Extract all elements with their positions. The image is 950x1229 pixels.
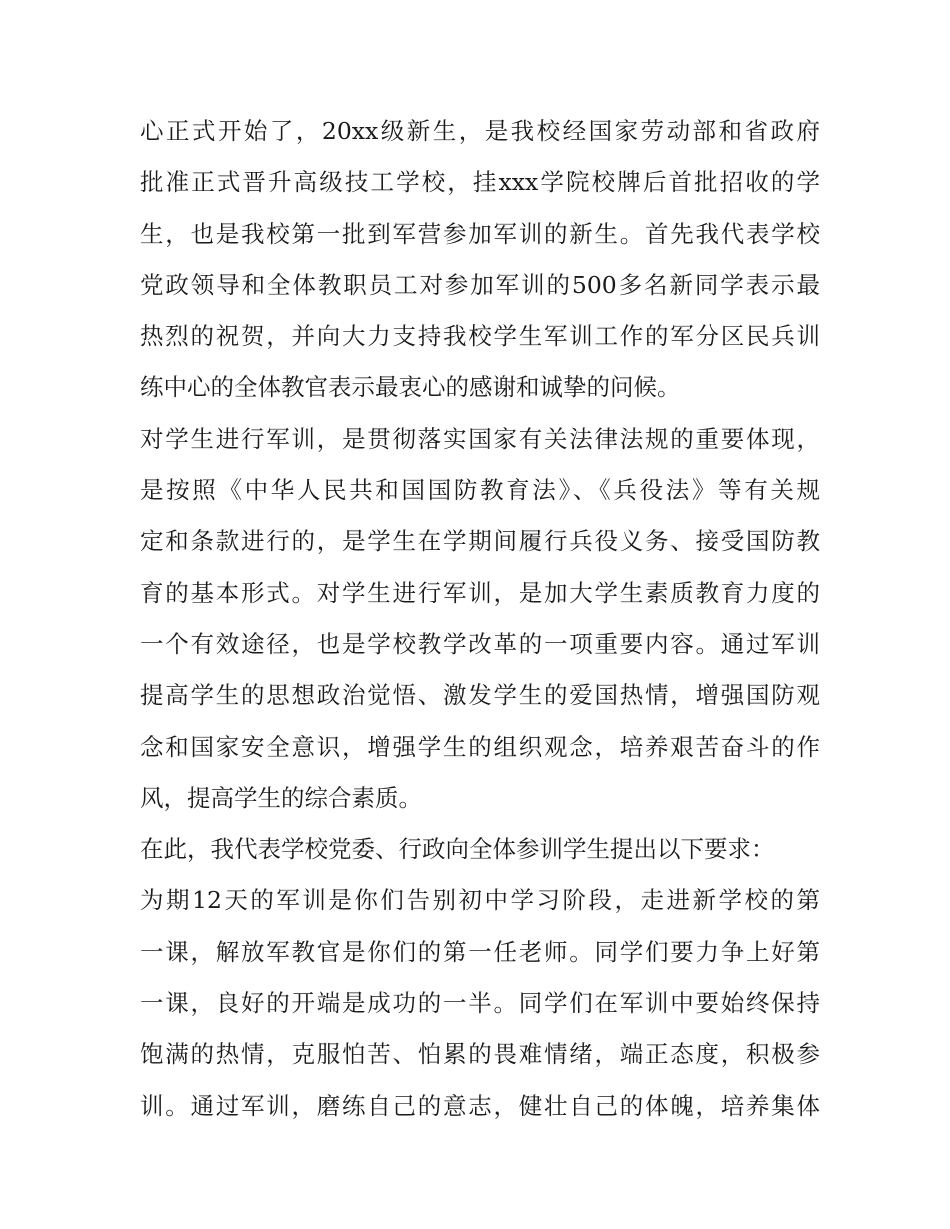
- text-line: 为期12天的军训是你们告别初中学习阶段，走进新学校的第: [140, 886, 820, 915]
- text-line: 热烈的祝贺，并向大力支持我校学生军训工作的军分区民兵训: [140, 322, 820, 351]
- text-line: 心正式开始了，20xx级新生，是我校经国家劳动部和省政府: [140, 117, 820, 145]
- text-line: 在此，我代表学校党委、行政向全体参训学生提出以下要求：: [140, 835, 775, 864]
- paragraph-4: [140, 875, 820, 1131]
- text-line: 提高学生的思想政治觉悟、激发学生的爱国热情，增强国防观: [140, 681, 820, 710]
- paragraph-2: [140, 414, 820, 824]
- text-line: 训。通过军训，磨练自己的意志，健壮自己的体魄，培养集体: [140, 1091, 820, 1120]
- text-line: 饱满的热情，克服怕苦、怕累的畏难情绪，端正态度，积极参: [140, 1040, 820, 1069]
- text-line: 党政领导和全体教职员工对参加军训的500多名新同学表示最: [140, 270, 820, 299]
- text-line: 风，提高学生的综合素质。: [140, 783, 422, 812]
- paragraph-1: [140, 106, 820, 414]
- text-line: 练中心的全体教官表示最衷心的感谢和诚挚的问候。: [140, 373, 681, 402]
- paragraph-3: [140, 824, 820, 875]
- text-line: 念和国家安全意识，增强学生的组织观念，培养艰苦奋斗的作: [140, 732, 820, 761]
- text-line: 定和条款进行的，是学生在学期间履行兵役义务、接受国防教: [140, 527, 820, 556]
- text-line: 一课，良好的开端是成功的一半。同学们在军训中要始终保持: [140, 989, 820, 1018]
- text-line: 是按照《中华人民共和国国防教育法》、《兵役法》等有关规: [140, 476, 820, 505]
- text-line: 一课，解放军教官是你们的第一任老师。同学们要力争上好第: [140, 937, 820, 966]
- text-line: 生，也是我校第一批到军营参加军训的新生。首先我代表学校: [140, 219, 820, 248]
- text-line: 对学生进行军训，是贯彻落实国家有关法律法规的重要体现，: [140, 424, 820, 453]
- text-line: 育的基本形式。对学生进行军训，是加大学生素质教育力度的: [140, 578, 820, 607]
- text-line: 批准正式晋升高级技工学校，挂xxx学院校牌后首批招收的学: [140, 168, 820, 197]
- text-line: 一个有效途径，也是学校教学改革的一项重要内容。通过军训: [140, 629, 820, 658]
- document-body: [140, 106, 820, 1132]
